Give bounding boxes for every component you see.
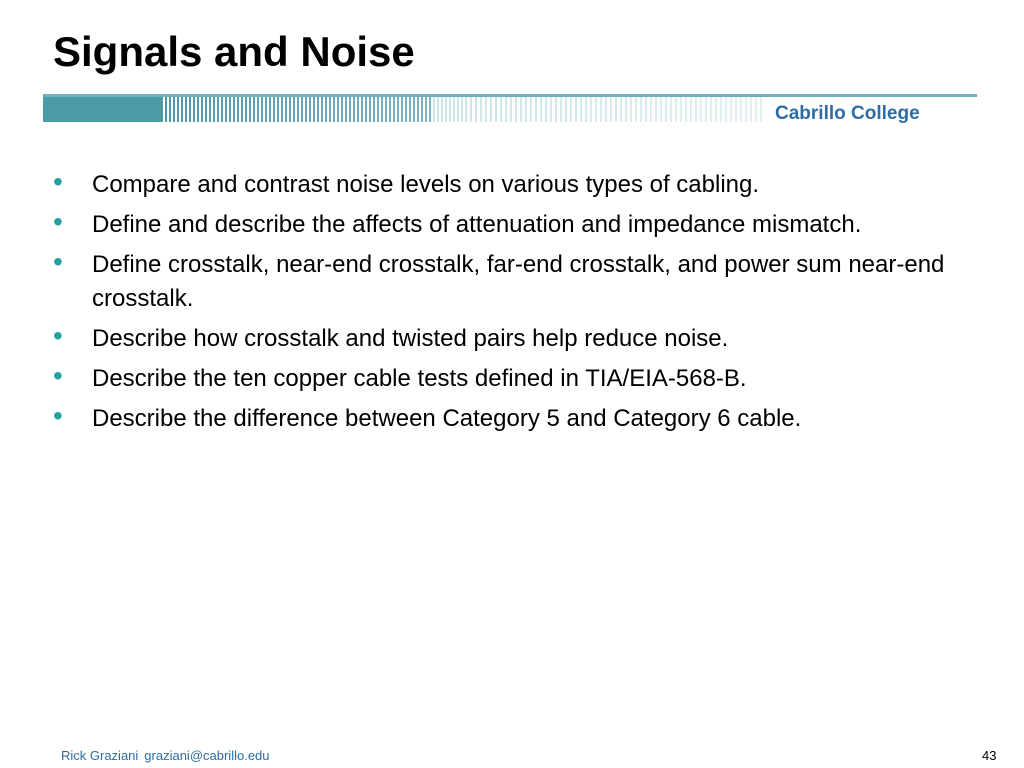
bullet-text: Describe the difference between Category 5 and Category 6 cable. (92, 405, 802, 432)
banner-stripe (253, 97, 255, 122)
bullet-item (50, 248, 990, 316)
banner-stripe (325, 97, 327, 122)
banner-stripe (680, 97, 682, 122)
banner-stripe (510, 97, 512, 122)
banner-stripe (730, 97, 732, 122)
banner-stripe (373, 97, 375, 122)
banner-stripe (293, 97, 295, 122)
banner-stripe (720, 97, 722, 122)
banner-stripe (625, 97, 627, 122)
banner-stripe (337, 97, 339, 122)
banner-stripe (329, 97, 331, 122)
banner-stripe (595, 97, 597, 122)
banner-stripe (349, 97, 351, 122)
slide-title: Signals and Noise (53, 28, 415, 75)
bullet-dot-icon: • (53, 206, 63, 237)
footer-author-name: Rick Graziani (61, 748, 139, 763)
banner-stripe (665, 97, 667, 122)
banner-stripe (265, 97, 267, 122)
banner-stripe (461, 97, 463, 122)
banner-stripe (185, 97, 187, 122)
banner-stripe (333, 97, 335, 122)
banner-stripe (257, 97, 259, 122)
bullet-item (50, 322, 990, 356)
banner-stripe (317, 97, 319, 122)
bullet-text: Define crosstalk, near-end crosstalk, far-end crosstalk, and power sum near-end crosstalk. (92, 251, 945, 312)
banner-stripe (353, 97, 355, 122)
banner-stripe (241, 97, 243, 122)
banner-stripe (660, 97, 662, 122)
banner-stripe (365, 97, 367, 122)
bullet-dot-icon: • (53, 246, 63, 277)
banner-stripe (545, 97, 547, 122)
banner-stripe (745, 97, 747, 122)
banner-stripe (565, 97, 567, 122)
banner-stripe (457, 97, 459, 122)
banner-stripe (685, 97, 687, 122)
banner-stripe (630, 97, 632, 122)
banner-stripe (740, 97, 742, 122)
banner-stripe (169, 97, 171, 122)
banner-stripe (445, 97, 447, 122)
bullet-list (50, 168, 990, 442)
banner-stripe (173, 97, 175, 122)
banner-stripe (535, 97, 537, 122)
page-number: 43 (982, 748, 997, 763)
banner-stripe (245, 97, 247, 122)
banner-stripe (620, 97, 622, 122)
banner-stripe (217, 97, 219, 122)
banner-stripe (177, 97, 179, 122)
banner-stripe (221, 97, 223, 122)
bullet-item (50, 402, 990, 436)
banner-stripe (650, 97, 652, 122)
bullet-item (50, 362, 990, 396)
banner-stripe (490, 97, 492, 122)
banner-stripe (313, 97, 315, 122)
banner-stripe (305, 97, 307, 122)
cabrillo-college-logo: Cabrillo College (775, 103, 920, 124)
bullet-dot-icon: • (53, 360, 63, 391)
banner-stripe (585, 97, 587, 122)
banner-stripe (710, 97, 712, 122)
banner-stripe (485, 97, 487, 122)
banner-stripe (449, 97, 451, 122)
banner-stripe (413, 97, 415, 122)
banner-stripe (237, 97, 239, 122)
banner-stripe (281, 97, 283, 122)
banner-stripe (690, 97, 692, 122)
banner-stripe (465, 97, 467, 122)
banner-stripe (755, 97, 757, 122)
banner-stripe (377, 97, 379, 122)
banner-stripe (405, 97, 407, 122)
bullet-dot-icon: • (53, 400, 63, 431)
banner-stripe (429, 97, 431, 122)
banner-stripe (715, 97, 717, 122)
banner-stripe (341, 97, 343, 122)
banner-stripe (189, 97, 191, 122)
banner-stripe (525, 97, 527, 122)
banner-stripe (301, 97, 303, 122)
banner-stripe (197, 97, 199, 122)
banner-stripe (433, 97, 435, 122)
banner-stripe (750, 97, 752, 122)
banner-stripe (530, 97, 532, 122)
banner-stripe (520, 97, 522, 122)
banner-stripe (397, 97, 399, 122)
banner-stripe (441, 97, 443, 122)
banner-stripe (475, 97, 477, 122)
banner-stripe (209, 97, 211, 122)
banner-stripe (675, 97, 677, 122)
banner-stripe (550, 97, 552, 122)
banner-stripe (193, 97, 195, 122)
banner-stripe (705, 97, 707, 122)
footer-email: graziani@cabrillo.edu (144, 748, 270, 763)
banner-stripe (233, 97, 235, 122)
banner-stripe (249, 97, 251, 122)
banner-stripe (495, 97, 497, 122)
bullet-dot-icon: • (53, 166, 63, 197)
banner-stripe (555, 97, 557, 122)
banner-stripe (425, 97, 427, 122)
bullet-item (50, 168, 990, 202)
footer-author (61, 748, 276, 764)
banner-stripe (165, 97, 167, 122)
banner-stripe (261, 97, 263, 122)
banner-stripe (470, 97, 472, 122)
banner-stripe (695, 97, 697, 122)
banner-stripe (297, 97, 299, 122)
banner-stripe (437, 97, 439, 122)
banner-stripe (409, 97, 411, 122)
banner-stripe (580, 97, 582, 122)
banner-stripe (229, 97, 231, 122)
banner-stripes (161, 97, 762, 122)
banner-stripe (645, 97, 647, 122)
bullet-text: Define and describe the affects of attenuation and impedance mismatch. (92, 211, 862, 238)
banner-stripe (453, 97, 455, 122)
banner-stripe (369, 97, 371, 122)
bullet-text: Compare and contrast noise levels on various types of cabling. (92, 171, 760, 198)
banner-stripe (273, 97, 275, 122)
bullet-dot-icon: • (53, 320, 63, 351)
banner-stripe (421, 97, 423, 122)
banner-stripe (357, 97, 359, 122)
banner-stripe (381, 97, 383, 122)
banner-stripe (515, 97, 517, 122)
banner-stripe (321, 97, 323, 122)
banner-stripe (201, 97, 203, 122)
banner-stripe (505, 97, 507, 122)
banner-stripe (277, 97, 279, 122)
bullet-item (50, 208, 990, 242)
banner-stripe (393, 97, 395, 122)
banner-stripe (417, 97, 419, 122)
banner-stripe (725, 97, 727, 122)
banner-stripe (480, 97, 482, 122)
banner-solid-block (43, 97, 161, 122)
banner-stripe (615, 97, 617, 122)
banner-stripe (361, 97, 363, 122)
banner-stripe (655, 97, 657, 122)
banner-stripe (161, 97, 163, 122)
banner-stripe (389, 97, 391, 122)
banner-stripe (289, 97, 291, 122)
banner-stripe (181, 97, 183, 122)
bullet-text: Describe the ten copper cable tests defined in TIA/EIA-568-B. (92, 365, 747, 392)
banner-stripe (575, 97, 577, 122)
banner-stripe (635, 97, 637, 122)
banner-stripe (735, 97, 737, 122)
banner-stripe (500, 97, 502, 122)
bullet-text: Describe how crosstalk and twisted pairs help reduce noise. (92, 325, 729, 352)
banner-stripe (610, 97, 612, 122)
banner-stripe (205, 97, 207, 122)
banner-stripe (570, 97, 572, 122)
banner-stripe (600, 97, 602, 122)
banner-stripe (590, 97, 592, 122)
banner-stripe (345, 97, 347, 122)
banner-stripe (605, 97, 607, 122)
banner-stripe (670, 97, 672, 122)
banner-stripe (285, 97, 287, 122)
banner-top-line (43, 94, 977, 97)
banner-stripe (401, 97, 403, 122)
banner-stripe (309, 97, 311, 122)
banner-stripe (700, 97, 702, 122)
banner-stripe (225, 97, 227, 122)
banner-stripe (540, 97, 542, 122)
banner-stripe (560, 97, 562, 122)
banner-stripe (385, 97, 387, 122)
banner-stripe (760, 97, 762, 122)
banner-stripe (640, 97, 642, 122)
banner-stripe (269, 97, 271, 122)
banner-stripe (213, 97, 215, 122)
